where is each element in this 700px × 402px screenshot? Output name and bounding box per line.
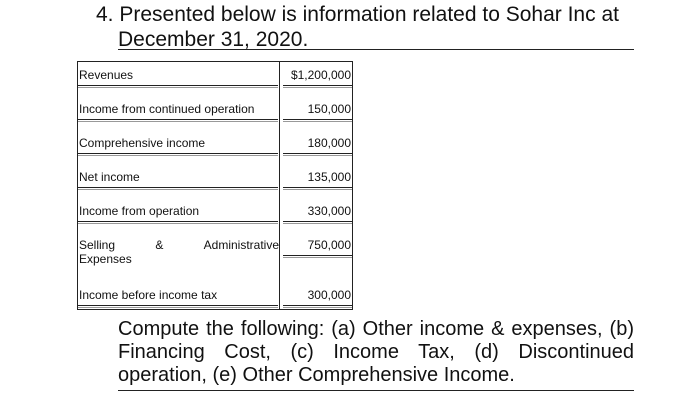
row-rule bbox=[283, 305, 352, 306]
row-rule bbox=[78, 187, 278, 188]
table-row-revenues bbox=[78, 63, 352, 97]
row-value: 300,000 bbox=[307, 288, 351, 302]
table-row-net-income bbox=[78, 165, 352, 199]
row-value: $1,200,000 bbox=[290, 68, 351, 82]
row-label-word: Administrative bbox=[203, 238, 279, 252]
heading-line-2: December 31, 2020. bbox=[118, 28, 309, 51]
row-label bbox=[79, 238, 279, 266]
row-value: 180,000 bbox=[307, 136, 351, 150]
heading-line-1: 4. Presented below is information related to Sohar Inc at bbox=[96, 3, 619, 26]
row-rule bbox=[78, 85, 278, 86]
row-value: 150,000 bbox=[307, 102, 351, 116]
question-text: Compute the following: (a) Other income & expenses, (b) Financing Cost, (c) Income Tax, (d) Discontinued operation, (e) Other Comprehensive Income. bbox=[118, 318, 634, 386]
row-label-line-2: Expenses bbox=[79, 252, 132, 266]
row-label: Income from continued operation bbox=[79, 102, 255, 116]
table-row-comprehensive-income bbox=[78, 131, 352, 165]
table-row-income-continued-operation bbox=[78, 97, 352, 131]
row-rule bbox=[78, 153, 278, 154]
row-label: Revenues bbox=[79, 68, 134, 82]
row-rule bbox=[283, 221, 352, 222]
row-label: Income from operation bbox=[79, 204, 200, 218]
row-rule bbox=[283, 255, 352, 256]
table-row-income-from-operation bbox=[78, 199, 352, 233]
question-heading bbox=[96, 2, 636, 52]
question-underline bbox=[118, 390, 634, 391]
table-row-income-before-tax bbox=[78, 283, 352, 317]
row-rule bbox=[283, 85, 352, 86]
row-label-word: & bbox=[155, 238, 164, 252]
row-rule bbox=[283, 187, 352, 188]
row-label-word: Selling bbox=[79, 238, 116, 252]
row-value: 135,000 bbox=[307, 170, 351, 184]
row-rule bbox=[78, 305, 278, 306]
row-rule bbox=[283, 153, 352, 154]
row-value: 750,000 bbox=[307, 238, 351, 252]
row-rule bbox=[283, 119, 352, 120]
row-rule bbox=[78, 119, 278, 120]
row-rule bbox=[78, 221, 278, 222]
row-label: Net income bbox=[79, 170, 140, 184]
row-label: Comprehensive income bbox=[79, 136, 206, 150]
heading-underline bbox=[118, 49, 634, 50]
table-row-selling-admin-expenses bbox=[78, 233, 352, 277]
row-value: 330,000 bbox=[307, 204, 351, 218]
row-label: Income before income tax bbox=[79, 288, 218, 302]
